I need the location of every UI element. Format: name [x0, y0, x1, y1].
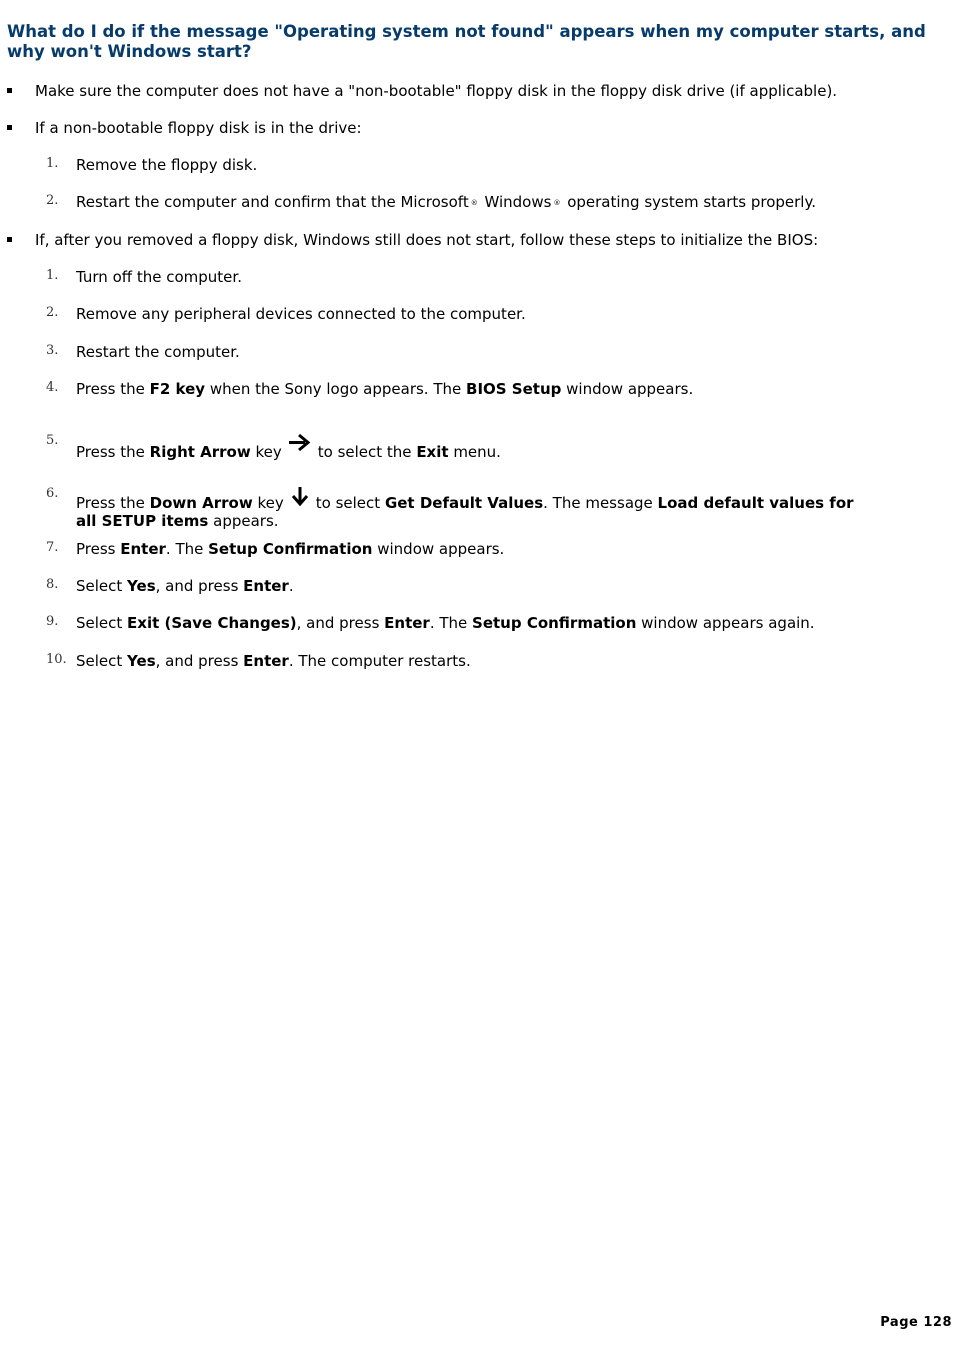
step-number: 4. — [46, 380, 59, 395]
bullet-text: If a non-bootable floppy disk is in the drive: — [35, 119, 362, 137]
step-text: Restart the computer and confirm that the Microsoft ® Windows ® operating system starts properly. — [76, 193, 816, 211]
step-text: Turn off the computer. — [76, 268, 242, 286]
registered-mark: ® — [553, 199, 561, 207]
step-number: 2. — [46, 305, 59, 320]
step-number: 8. — [46, 577, 59, 592]
step-number: 10. — [46, 652, 67, 667]
registered-mark: ® — [470, 199, 478, 207]
step-number: 3. — [46, 343, 59, 358]
step-text: Restart the computer. — [76, 343, 240, 361]
bullet-marker — [7, 237, 12, 242]
step-text: Press the F2 key when the Sony logo appears. The BIOS Setup window appears. — [76, 380, 694, 398]
step-text: Select Exit (Save Changes), and press Enter. The Setup Confirmation window appears again. — [76, 614, 815, 632]
page-number: Page 128 — [880, 1315, 952, 1330]
page-title: What do I do if the message "Operating system not found" appears when my computer starts, and why won't Windows start? — [7, 22, 926, 61]
step-number: 6. — [46, 486, 59, 501]
step-number: 1. — [46, 268, 59, 283]
bullet-marker — [7, 125, 12, 130]
down-arrow-icon — [290, 486, 310, 512]
step-number: 1. — [46, 156, 59, 171]
step-number: 9. — [46, 614, 59, 629]
right-arrow-icon — [288, 433, 312, 457]
bullet-text: Make sure the computer does not have a "non-bootable" floppy disk in the floppy disk drive (if applicable). — [35, 82, 838, 100]
step-number: 5. — [46, 433, 59, 448]
step-text: Remove any peripheral devices connected to the computer. — [76, 305, 526, 323]
step-text: Press the Right Arrow key to select the Exit menu. — [76, 433, 896, 461]
bullet-marker — [7, 88, 12, 93]
bullet-text: If, after you removed a floppy disk, Windows still does not start, follow these steps to initialize the BIOS: — [35, 231, 819, 249]
step-number: 2. — [46, 193, 59, 208]
step-text: Press the Down Arrow key to select Get Default Values. The message Load default values for all SETUP items appears. — [76, 486, 876, 530]
step-text: Select Yes, and press Enter. The computer restarts. — [76, 652, 471, 670]
step-text: Select Yes, and press Enter. — [76, 577, 294, 595]
step-text: Press Enter. The Setup Confirmation window appears. — [76, 540, 505, 558]
step-number: 7. — [46, 540, 59, 555]
step-text: Remove the floppy disk. — [76, 156, 258, 174]
